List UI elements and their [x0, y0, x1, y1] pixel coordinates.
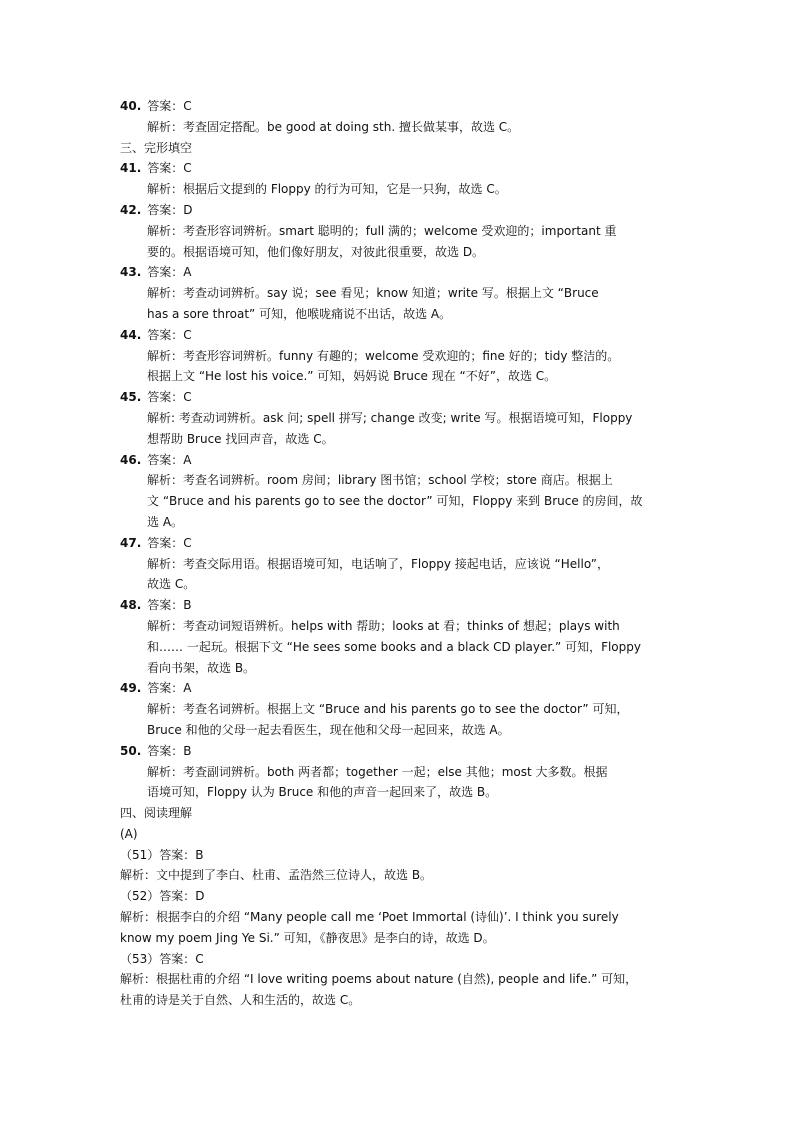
explanation-line [120, 699, 690, 720]
line-text: （53）答案：C [120, 951, 204, 966]
line-text: 故选 C。 [147, 577, 196, 592]
answer-key-text [120, 96, 690, 1011]
line-text: 解析：根据李白的介绍 “Many people call me ‘Poet Immortal (诗仙)’. I think you surely [120, 910, 619, 925]
line-text: 解析：考查动词辨析。say 说；see 看见；know 知道；write 写。根据上文 “Bruce [147, 286, 599, 301]
line-text: 答案：B [147, 598, 192, 613]
question-answer-line [120, 96, 690, 117]
question-answer-line [120, 200, 690, 221]
line-text: 和…… 一起玩。根据下文 “He sees some books and a black CD player.” 可知，Floppy [147, 639, 641, 654]
question-number: 46. [120, 452, 142, 467]
line-text: 答案：C [147, 327, 192, 342]
question-number: 47. [120, 535, 142, 550]
explanation-line [120, 574, 690, 595]
line-text: 答案：C [147, 99, 192, 113]
question-answer-line [120, 678, 690, 699]
line-text: 解析：根据杜甫的介绍 “I love writing poems about nature (自然), people and life.” 可知， [120, 972, 638, 987]
line-text: 答案：C [147, 390, 192, 405]
line-text: 解析: 考查动词辨析。ask 问; spell 拼写; change 改变; write 写。根据语境可知，Floppy [147, 410, 633, 425]
line-text: 答案：A [147, 681, 192, 696]
line-text: (A) [120, 826, 138, 841]
line-text: （52）答案：D [120, 889, 205, 904]
text-line [120, 138, 690, 159]
question-number: 43. [120, 265, 142, 280]
line-text: 解析：根据后文提到的 Floppy 的行为可知，它是一只狗，故选 C。 [147, 182, 507, 197]
line-text: 杜甫的诗是关于自然、人和生活的，故选 C。 [120, 993, 361, 1008]
explanation-line [120, 782, 690, 803]
explanation-line [120, 637, 690, 658]
line-text: 解析：考查名词辨析。room 房间；library 图书馆；school 学校；store 商店。根据上 [147, 473, 613, 488]
explanation-line [120, 491, 690, 512]
line-text: 四、阅读理解 [120, 806, 193, 821]
line-text: 文 “Bruce and his parents go to see the doctor” 可知，Floppy 来到 Bruce 的房间，故 [147, 494, 643, 509]
question-answer-line [120, 387, 690, 408]
line-text: 答案：C [147, 161, 192, 176]
question-answer-line [120, 595, 690, 616]
text-line [120, 845, 690, 866]
text-line [120, 865, 690, 886]
explanation-line [120, 616, 690, 637]
line-text: 答案：D [147, 202, 193, 217]
line-text: 语境可知，Floppy 认为 Bruce 和他的声音一起回来了，故选 B。 [147, 785, 498, 800]
line-text: 解析：文中提到了李白、杜甫、孟浩然三位诗人，故选 B。 [120, 868, 433, 883]
line-text: has a sore throat” 可知，他喉咙痛说不出话，故选 A。 [147, 306, 452, 321]
question-number: 41. [120, 161, 142, 176]
line-text: 根据上文 “He lost his voice.” 可知，妈妈说 Bruce 现在 “不好”，故选 C。 [147, 369, 557, 384]
question-answer-line [120, 533, 690, 554]
text-line [120, 949, 690, 970]
question-number: 48. [120, 598, 142, 613]
text-line [120, 824, 690, 845]
line-text: Bruce 和他的父母一起去看医生，现在他和父母一起回来，故选 A。 [147, 722, 510, 737]
text-line [120, 803, 690, 824]
line-text: 解析：考查形容词辨析。funny 有趣的；welcome 受欢迎的；fine 好的；tidy 整洁的。 [147, 348, 620, 363]
line-text: 解析：考查副词辨析。both 两者都；together 一起；else 其他；most 大多数。根据 [147, 764, 608, 779]
text-line [120, 990, 690, 1011]
line-text: 解析：考查交际用语。根据语境可知，电话响了，Floppy 接起电话，应该说 “Hello”， [147, 556, 609, 571]
line-text: 三、完形填空 [120, 140, 193, 155]
question-number: 50. [120, 743, 142, 758]
question-answer-line [120, 262, 690, 283]
explanation-line [120, 304, 690, 325]
explanation-line [120, 179, 690, 200]
text-line [120, 886, 690, 907]
explanation-line [120, 658, 690, 679]
line-text: 想帮助 Bruce 找回声音，故选 C。 [147, 431, 334, 446]
explanation-line [120, 283, 690, 304]
explanation-line [120, 429, 690, 450]
explanation-line [120, 366, 690, 387]
line-text: 解析：考查名词辨析。根据上文 “Bruce and his parents go to see the doctor” 可知， [147, 702, 629, 717]
question-answer-line [120, 158, 690, 179]
line-text: 答案：A [147, 452, 192, 467]
line-text: 解析：考查动词短语辨析。helps with 帮助；looks at 看；thinks of 想起；plays with [147, 618, 620, 633]
text-line [120, 969, 690, 990]
question-number: 44. [120, 327, 142, 342]
line-text: 看向书架，故选 B。 [147, 660, 256, 675]
question-answer-line [120, 741, 690, 762]
explanation-line [120, 554, 690, 575]
explanation-line [120, 346, 690, 367]
line-text: know my poem Jing Ye Si.” 可知，《静夜思》是李白的诗，故选 D。 [120, 930, 495, 945]
explanation-line [120, 470, 690, 491]
line-text: 解析：考查固定搭配。be good at doing sth. 擅长做某事，故选 C。 [147, 119, 520, 134]
question-number: 49. [120, 681, 142, 696]
line-text: 解析：考查形容词辨析。smart 聪明的；full 满的；welcome 受欢迎的；important 重 [147, 223, 617, 238]
line-text: 答案：A [147, 265, 192, 280]
explanation-line [120, 762, 690, 783]
explanation-line [120, 720, 690, 741]
line-text: 选 A。 [147, 514, 184, 529]
line-text: （51）答案：B [120, 847, 204, 862]
question-number: 40. [120, 99, 142, 113]
question-answer-line [120, 325, 690, 346]
question-answer-line [120, 450, 690, 471]
explanation-line [120, 221, 690, 242]
explanation-line [120, 117, 690, 138]
explanation-line [120, 242, 690, 263]
question-number: 42. [120, 202, 142, 217]
question-number: 45. [120, 390, 142, 405]
line-text: 要的。根据语境可知，他们像好朋友，对彼此很重要，故选 D。 [147, 244, 485, 259]
text-line [120, 907, 690, 928]
line-text: 答案：C [147, 535, 192, 550]
line-text: 答案：B [147, 743, 192, 758]
text-line [120, 928, 690, 949]
explanation-line [120, 408, 690, 429]
explanation-line [120, 512, 690, 533]
